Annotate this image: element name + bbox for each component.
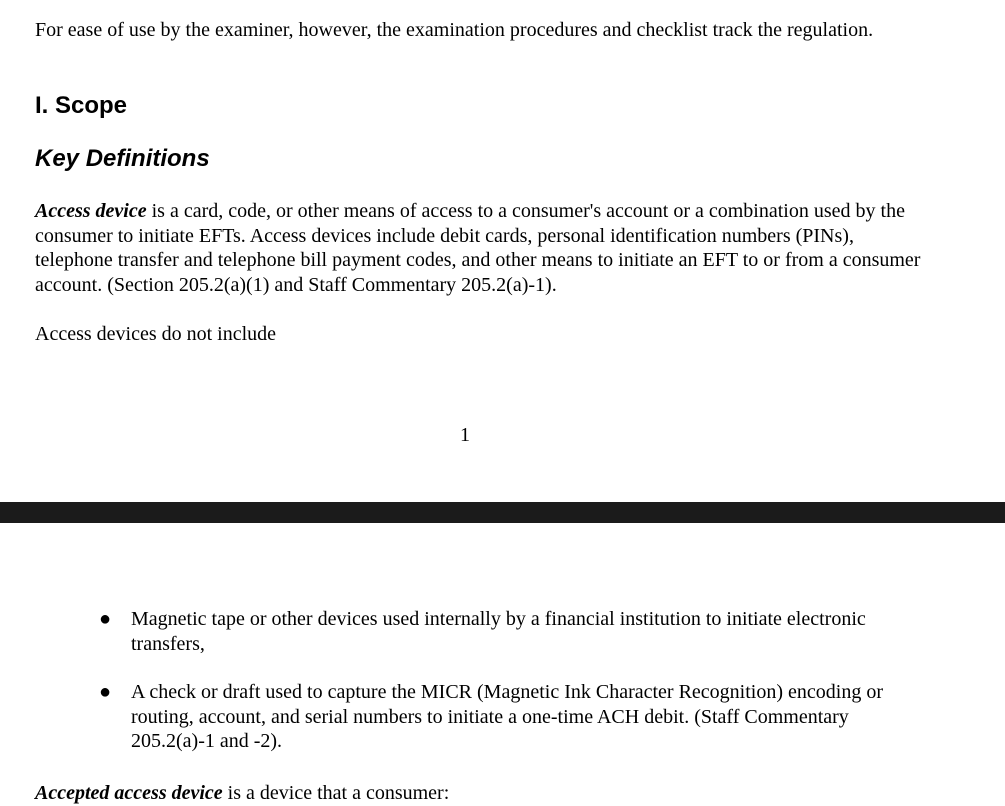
access-devices-exclusion-text: Access devices do not include — [35, 323, 277, 345]
list-item — [0, 607, 901, 656]
bullet-dot-icon: ● — [99, 681, 112, 704]
scope-heading: I. Scope — [35, 92, 128, 119]
accepted-access-device-term: Accepted access device — [35, 782, 223, 804]
list-item-text: Magnetic tape or other devices used internally by a financial institution to initiate electronic transfers, — [131, 608, 866, 655]
page-break-divider — [0, 502, 1005, 523]
page-number: 1 — [460, 424, 470, 446]
list-item-text: A check or draft used to capture the MICR (Magnetic Ink Character Recognition) encoding or routing, account, and serial numbers to initiate a one-time ACH debit. (Staff Commentary 205.2(a)-1 and -2). — [131, 681, 883, 753]
accepted-access-device-text: is a device that a consumer: — [222, 782, 450, 804]
bullet-dot-icon: ● — [99, 608, 112, 630]
exclusion-bullet-list — [0, 607, 1005, 778]
key-definitions-heading: Key Definitions — [35, 145, 210, 172]
list-item — [0, 680, 901, 754]
document-page-2 — [0, 523, 1005, 806]
access-device-definition-text: is a card, code, or other means of access to a consumer's account or a combination used by the consumer to initiate EFTs. Access devices include debit cards, personal identification numbers (PINs), telephone transfer and telephone bill payment codes, and other means to initiate an EFT to or from a consumer account. (Section 205.2(a)(1) and Staff Commentary 205.2(a)-1). — [35, 200, 921, 296]
accepted-access-device-paragraph — [35, 781, 935, 806]
access-device-definition-paragraph — [35, 199, 935, 297]
access-device-term: Access device — [35, 200, 147, 222]
intro-paragraph: For ease of use by the examiner, however, the examination procedures and checklist track the regulation. — [35, 19, 874, 41]
